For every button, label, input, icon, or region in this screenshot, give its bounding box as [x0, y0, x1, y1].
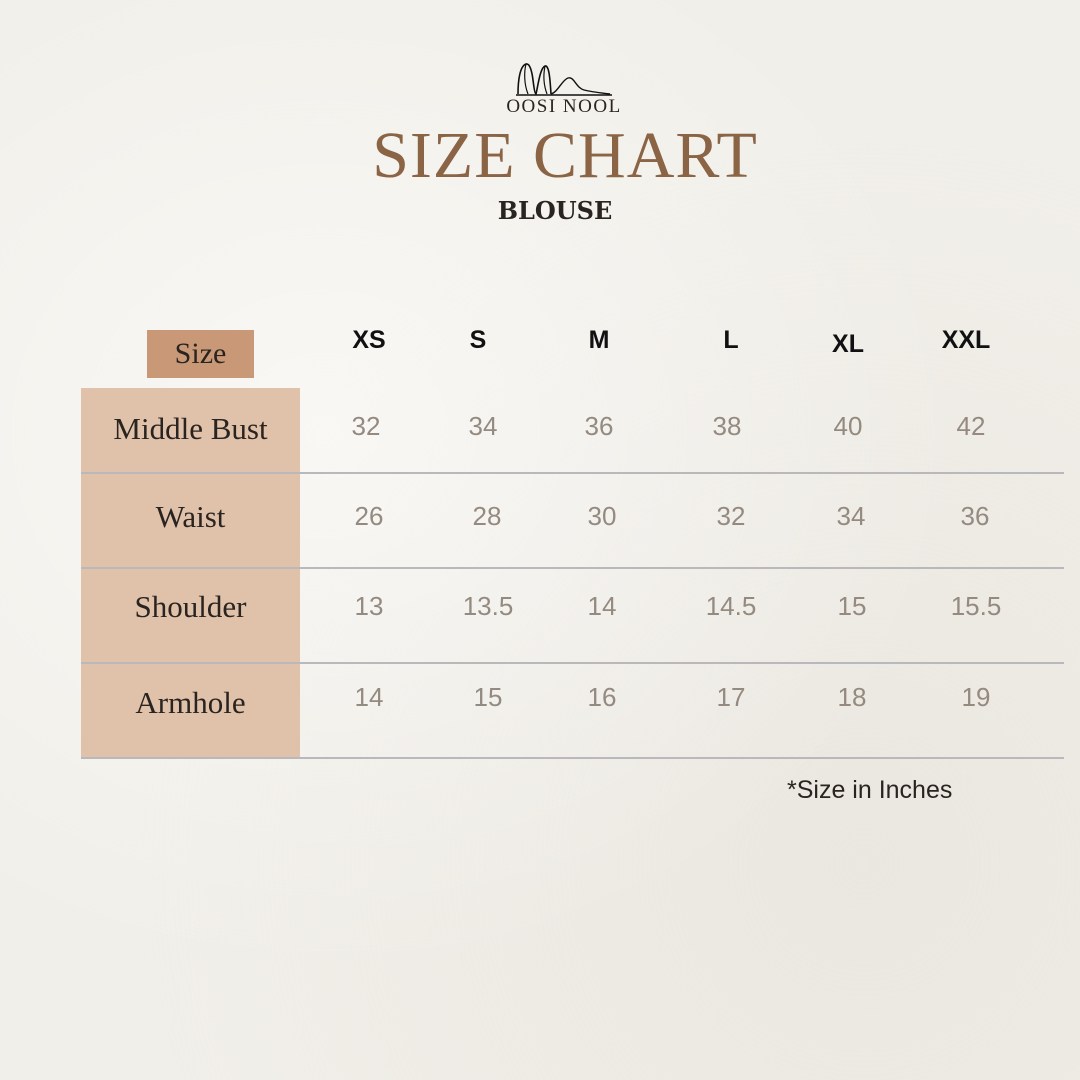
table-cell: 15: [473, 682, 503, 712]
table-cell: 36: [960, 501, 990, 531]
brand-logo: [0, 58, 1080, 118]
table-cell: 15.5: [950, 591, 1002, 621]
table-cell: 34: [468, 411, 498, 441]
size-header-xl: XL: [832, 330, 864, 358]
table-cell: 34: [836, 501, 866, 531]
row-separator: [81, 662, 1064, 664]
table-cell: 18: [837, 682, 867, 712]
units-note: *Size in Inches: [787, 776, 953, 804]
size-header-l: L: [723, 326, 739, 354]
table-cell: 32: [716, 501, 746, 531]
row-label-middle-bust: Middle Bust: [113, 411, 268, 446]
size-header-m: M: [588, 326, 610, 354]
table-cell: 38: [712, 411, 742, 441]
size-header-xs: XS: [352, 326, 386, 354]
oosi-nool-logo-icon: [514, 58, 614, 98]
brand-name: OOSI NOOL: [506, 96, 622, 117]
size-header-s: S: [469, 326, 487, 354]
row-separator: [81, 472, 1064, 474]
table-cell: 14: [587, 591, 617, 621]
row-separator: [81, 757, 1064, 759]
table-cell: 28: [472, 501, 502, 531]
size-header-xxl: XXL: [941, 326, 991, 354]
table-cell: 42: [956, 411, 986, 441]
page-title: SIZE CHART: [372, 119, 758, 192]
table-cell: 30: [587, 501, 617, 531]
row-label-waist: Waist: [155, 499, 226, 534]
table-cell: 19: [961, 682, 991, 712]
page-subtitle: BLOUSE: [497, 196, 613, 225]
table-cell: 40: [833, 411, 863, 441]
table-cell: 14: [354, 682, 384, 712]
table-cell: 16: [587, 682, 617, 712]
table-cell: 26: [354, 501, 384, 531]
table-cell: 36: [584, 411, 614, 441]
row-separator: [81, 567, 1064, 569]
size-header-label: Size: [147, 330, 254, 378]
table-cell: 13: [354, 591, 384, 621]
table-cell: 14.5: [705, 591, 757, 621]
row-label-armhole: Armhole: [135, 685, 246, 720]
table-cell: 13.5: [462, 591, 514, 621]
row-label-shoulder: Shoulder: [134, 589, 247, 624]
table-cell: 32: [351, 411, 381, 441]
table-cell: 17: [716, 682, 746, 712]
table-cell: 15: [837, 591, 867, 621]
